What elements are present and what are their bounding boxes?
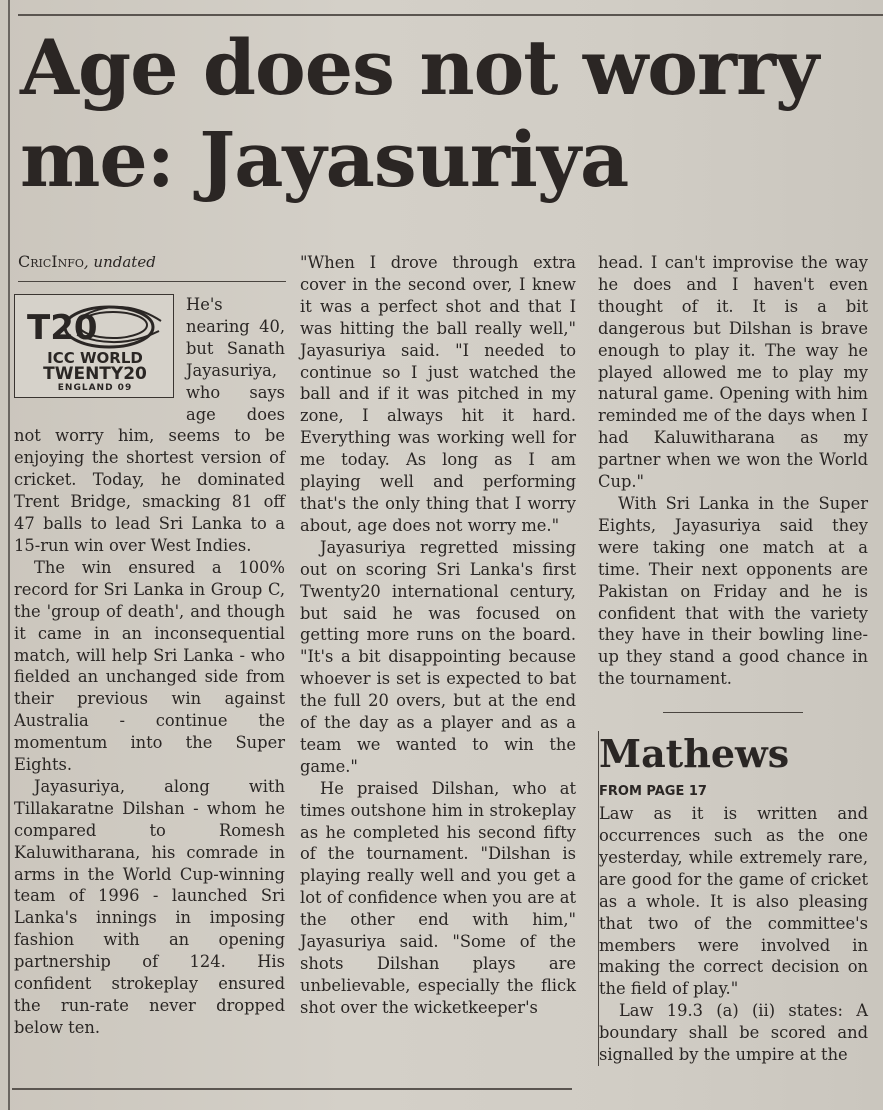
bottom-rule (12, 1088, 572, 1090)
paragraph: The win ensured a 100% record for Sri Lanka in Group C, the 'group of death', and though it came in an inconsequential match, will help Sri Lanka - who fielded an unchanged side from their previous win against Australia - continue the momentum into the Super Eights. (14, 557, 285, 775)
sidebar-title: Mathews (599, 731, 790, 777)
byline-source: CricInfo (18, 252, 84, 271)
paragraph: He's nearing 40, but Sanath Jayasuriya, who says age does not worry him, seems to be enjoying the shortest version of cricket. Today, he dominated Trent Bridge, smacking 81 off 47 balls to lead Sri Lanka to a 15-run win over West Indies. (14, 295, 285, 555)
paragraph: Law 19.3 (a) (ii) states: A boundary shall be scored and signalled by the umpire at the (599, 1001, 868, 1065)
paragraph: He praised Dilshan, who at times outshone him in strokeplay as he completed his second fifty of the tournament. "Dilshan is playing really well and you get a lot of confidence when you are at the other end with him," Jayasuriya said. "Some of the shots Dilshan plays are unbelievable, especially the flick shot over the wicketkeeper's (300, 778, 576, 1017)
paragraph: With Sri Lanka in the Super Eights, Jayasuriya said they were taking one match at a time. Their next opponents are Pakistan on Friday and he is confident that with the variety they have in their bowling line-up they stand a good chance in the tournament. (598, 493, 868, 689)
mathews-sidebar (598, 731, 868, 1066)
paragraph: Law as it is written and occurrences such as the one yesterday, while extremely rare, are good for the game of cricket as a whole. It is also pleasing that two of the committee's members were involved in making the correct decision on the field of play." (599, 804, 868, 999)
article-column-1 (14, 294, 285, 1039)
section-divider (663, 712, 803, 713)
article-column-2 (300, 252, 576, 1019)
paragraph: Jayasuriya, along with Tillakaratne Dilshan - whom he compared to Romesh Kaluwitharana, his comrade in arms in the World Cup-winning team of 1996 - launched Sri Lanka's innings in imposing fashion with an opening partnership of 124. His confident strokeplay ensured the run-rate never dropped below ten. (14, 776, 285, 1037)
headline: Age does not worry me: Jayasuriya (20, 23, 819, 204)
top-rule (18, 14, 883, 16)
continued-from-label: FROM PAGE 17 (599, 784, 707, 800)
logo-line-3: ENGLAND 09 (57, 383, 133, 393)
world-twenty20-logo (14, 294, 174, 398)
article-column-3 (598, 252, 868, 1066)
logo-line-2: TWENTY20 (43, 364, 147, 384)
paragraph: head. I can't improvise the way he does and I haven't even thought of it. It is a bit dangerous but Dilshan is brave enough to play it. The way he played allowed me to play my natural game. Opening with him reminded me of the days when I had Kaluwitharana as my partner when we won the World Cup." (598, 253, 868, 492)
byline-dateline: , undated (83, 253, 156, 271)
byline (18, 252, 286, 282)
paragraph: Jayasuriya regretted missing out on scoring Sri Lanka's first Twenty20 international century, but said he was focused on getting more runs on the board. "It's a bit disappointing because whoever is set is expected to bat the full 20 overs, but at the end of the day as a player and as a team we wanted to win the game." (300, 537, 576, 776)
t20-mark: T20 (27, 308, 98, 348)
t20-swirl-icon (21, 299, 169, 353)
paragraph: "When I drove through extra cover in the second over, I knew it was a perfect shot and that I was hitting the ball really well," Jayasuriya said. "I needed to continue so I just watched the ball and if it was pitched in my zone, I always hit it hard. Everything was working well for me today. As long as I am playing well and performing that's the only thing that I worry about, age does not worry me." (300, 253, 576, 535)
left-rule (8, 0, 10, 1110)
logo-line-1: ICC WORLD (47, 349, 143, 367)
